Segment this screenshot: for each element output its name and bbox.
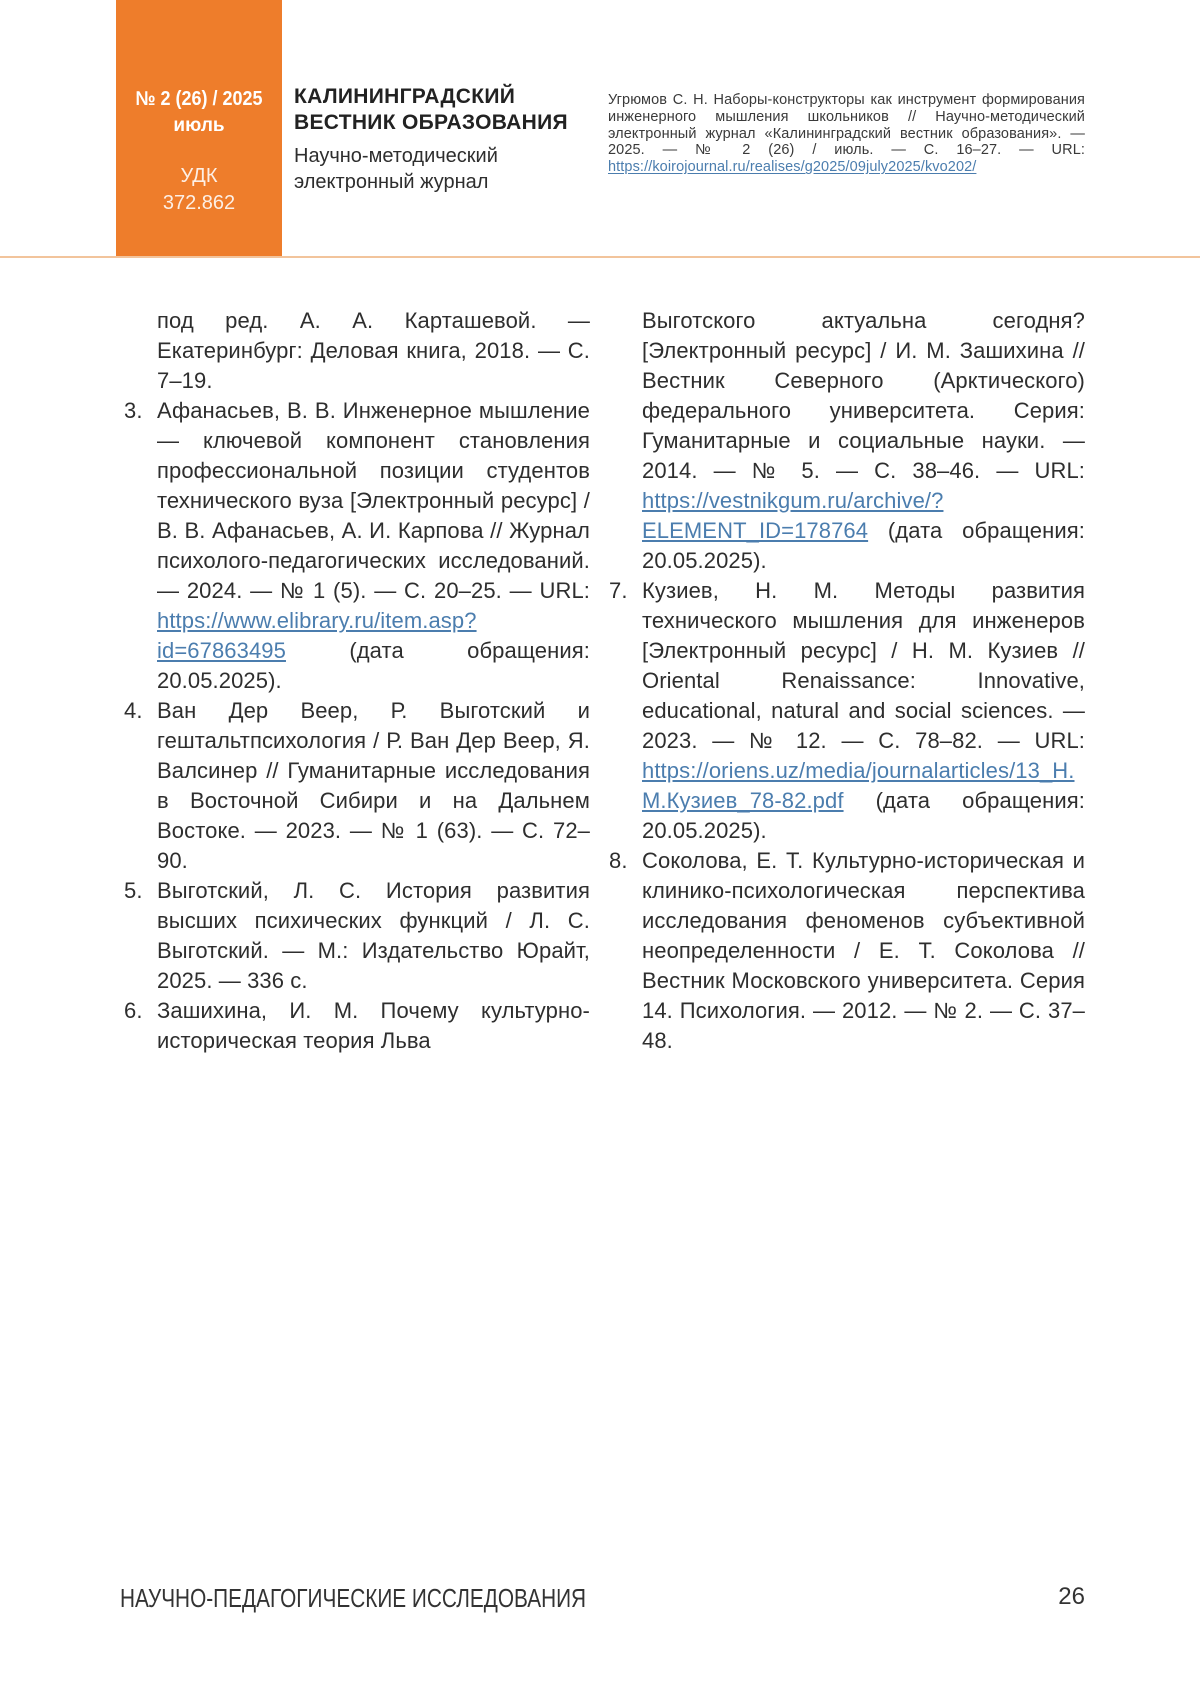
journal-subtitle-line1: Научно-методический bbox=[294, 145, 498, 167]
footer-page-number: 26 bbox=[1058, 1583, 1085, 1610]
reference-item bbox=[124, 696, 590, 876]
reference-text-before-url: Выготский, Л. С. История развития высших психических функций / Л. С. Выготский. — М.: Издательство Юрайт, 2025. — 336 с. bbox=[157, 878, 590, 993]
reference-number: 8. bbox=[609, 848, 628, 873]
reference-url-link[interactable]: https://vestnikgum.ru/archive/?ELEMENT_ID=178764 bbox=[642, 488, 944, 543]
footer-section-title: НАУЧНО-ПЕДАГОГИЧЕСКИЕ ИССЛЕДОВАНИЯ bbox=[120, 1583, 587, 1613]
reference-text bbox=[642, 576, 1085, 846]
journal-title-line1: КАЛИНИНГРАДСКИЙ bbox=[294, 85, 516, 108]
udk-block bbox=[116, 163, 282, 217]
udk-label: УДК bbox=[180, 165, 218, 187]
journal-identity bbox=[294, 84, 584, 195]
reference-number bbox=[609, 306, 642, 576]
reference-text-after-url: (дата обращения: 20.05.2025). bbox=[642, 518, 1085, 573]
reference-text bbox=[157, 396, 590, 696]
citation-url-link[interactable]: https://koirojournal.ru/realises/g2025/09july2025/kvo202/ bbox=[608, 159, 977, 176]
reference-number: 3. bbox=[124, 398, 143, 423]
reference-text bbox=[157, 306, 590, 396]
reference-item bbox=[609, 576, 1085, 846]
reference-number bbox=[124, 306, 157, 396]
journal-title-line2: ВЕСТНИК ОБРАЗОВАНИЯ bbox=[294, 111, 568, 134]
journal-title bbox=[294, 84, 584, 136]
reference-item bbox=[124, 306, 590, 396]
reference-item bbox=[124, 396, 590, 696]
journal-subtitle-line2: электронный журнал bbox=[294, 171, 489, 193]
article-citation bbox=[608, 92, 1085, 176]
reference-text bbox=[642, 846, 1085, 1056]
reference-text-before-url: Кузиев, Н. М. Методы развития технического мышления для инженеров [Электронный ресурс] / Н. М. Кузиев // Oriental Renaissance: Innovative, educational, natural and social sciences. — 2023. — № 12. — С. 78–82. — URL: bbox=[642, 578, 1085, 753]
udk-value: 372.862 bbox=[162, 192, 236, 214]
reference-number: 7. bbox=[609, 578, 628, 603]
reference-text-before-url: Зашихина, И. М. Почему культурно-историческая теория Льва bbox=[157, 998, 590, 1053]
reference-text-after-url: (дата обращения: 20.05.2025). bbox=[642, 788, 1085, 843]
reference-item bbox=[124, 996, 590, 1056]
issue-box bbox=[116, 0, 282, 257]
reference-item bbox=[609, 306, 1085, 576]
references-right-column bbox=[609, 306, 1085, 1056]
journal-subtitle bbox=[294, 143, 584, 195]
issue-month: июль bbox=[173, 115, 225, 136]
reference-text-before-url: под ред. А. А. Карташевой. — Екатеринбург: Деловая книга, 2018. — С. 7–19. bbox=[157, 308, 590, 393]
reference-number: 6. bbox=[124, 998, 143, 1023]
citation-text: Угрюмов С. Н. Наборы-конструкторы как инструмент формирования инженерного мышления школьников // Научно-методический электронный журнал «Калининградский вестник образования». — 2025. — № 2 (26) / июль. — С. 16–27. — URL: bbox=[608, 92, 1085, 159]
references-left-column bbox=[124, 306, 590, 1056]
reference-text-before-url: Соколова, Е. Т. Культурно-историческая и клинико-психологическая перспектива исследования феноменов субъективной неопределенности / Е. Т. Соколова // Вестник Московского университета. Серия 14. Психология. — 2012. — № 2. — С. 37–48. bbox=[642, 848, 1085, 1053]
reference-text-before-url: Афанасьев, В. В. Инженерное мышление — ключевой компонент становления профессиональной позиции студентов технического вуза [Электронный ресурс] / В. В. Афанасьев, А. И. Карпова // Журнал психолого-педагогических исследований. — 2024. — № 1 (5). — С. 20–25. — URL: bbox=[157, 398, 590, 603]
reference-text bbox=[157, 876, 590, 996]
reference-text bbox=[157, 996, 590, 1056]
header-divider-line bbox=[0, 256, 1200, 258]
reference-item bbox=[124, 876, 590, 996]
reference-url-link[interactable]: https://www.elibrary.ru/item.asp?id=67863495 bbox=[157, 608, 477, 663]
reference-url-link[interactable]: https://oriens.uz/media/journalarticles/13_Н.М.Кузиев_78-82.pdf bbox=[642, 758, 1075, 813]
reference-text-before-url: Ван Дер Веер, Р. Выготский и гештальтпсихология / Р. Ван Дер Веер, Я. Валсинер // Гуманитарные исследования в Восточной Сибири и на Дальнем Востоке. — 2023. — № 1 (63). — С. 72–90. bbox=[157, 698, 590, 873]
reference-number: 4. bbox=[124, 698, 143, 723]
reference-item bbox=[609, 846, 1085, 1056]
reference-text-after-url: (дата обращения: 20.05.2025). bbox=[157, 638, 590, 693]
reference-number: 5. bbox=[124, 878, 143, 903]
issue-number: № 2 (26) / 2025 bbox=[135, 88, 263, 110]
reference-text bbox=[642, 306, 1085, 576]
reference-text bbox=[157, 696, 590, 876]
reference-text-before-url: Выготского актуальна сегодня? [Электронный ресурс] / И. М. Зашихина // Вестник Северного (Арктического) федерального университета. Серия: Гуманитарные и социальные науки. — 2014. — № 5. — С. 38–46. — URL: bbox=[642, 308, 1085, 483]
